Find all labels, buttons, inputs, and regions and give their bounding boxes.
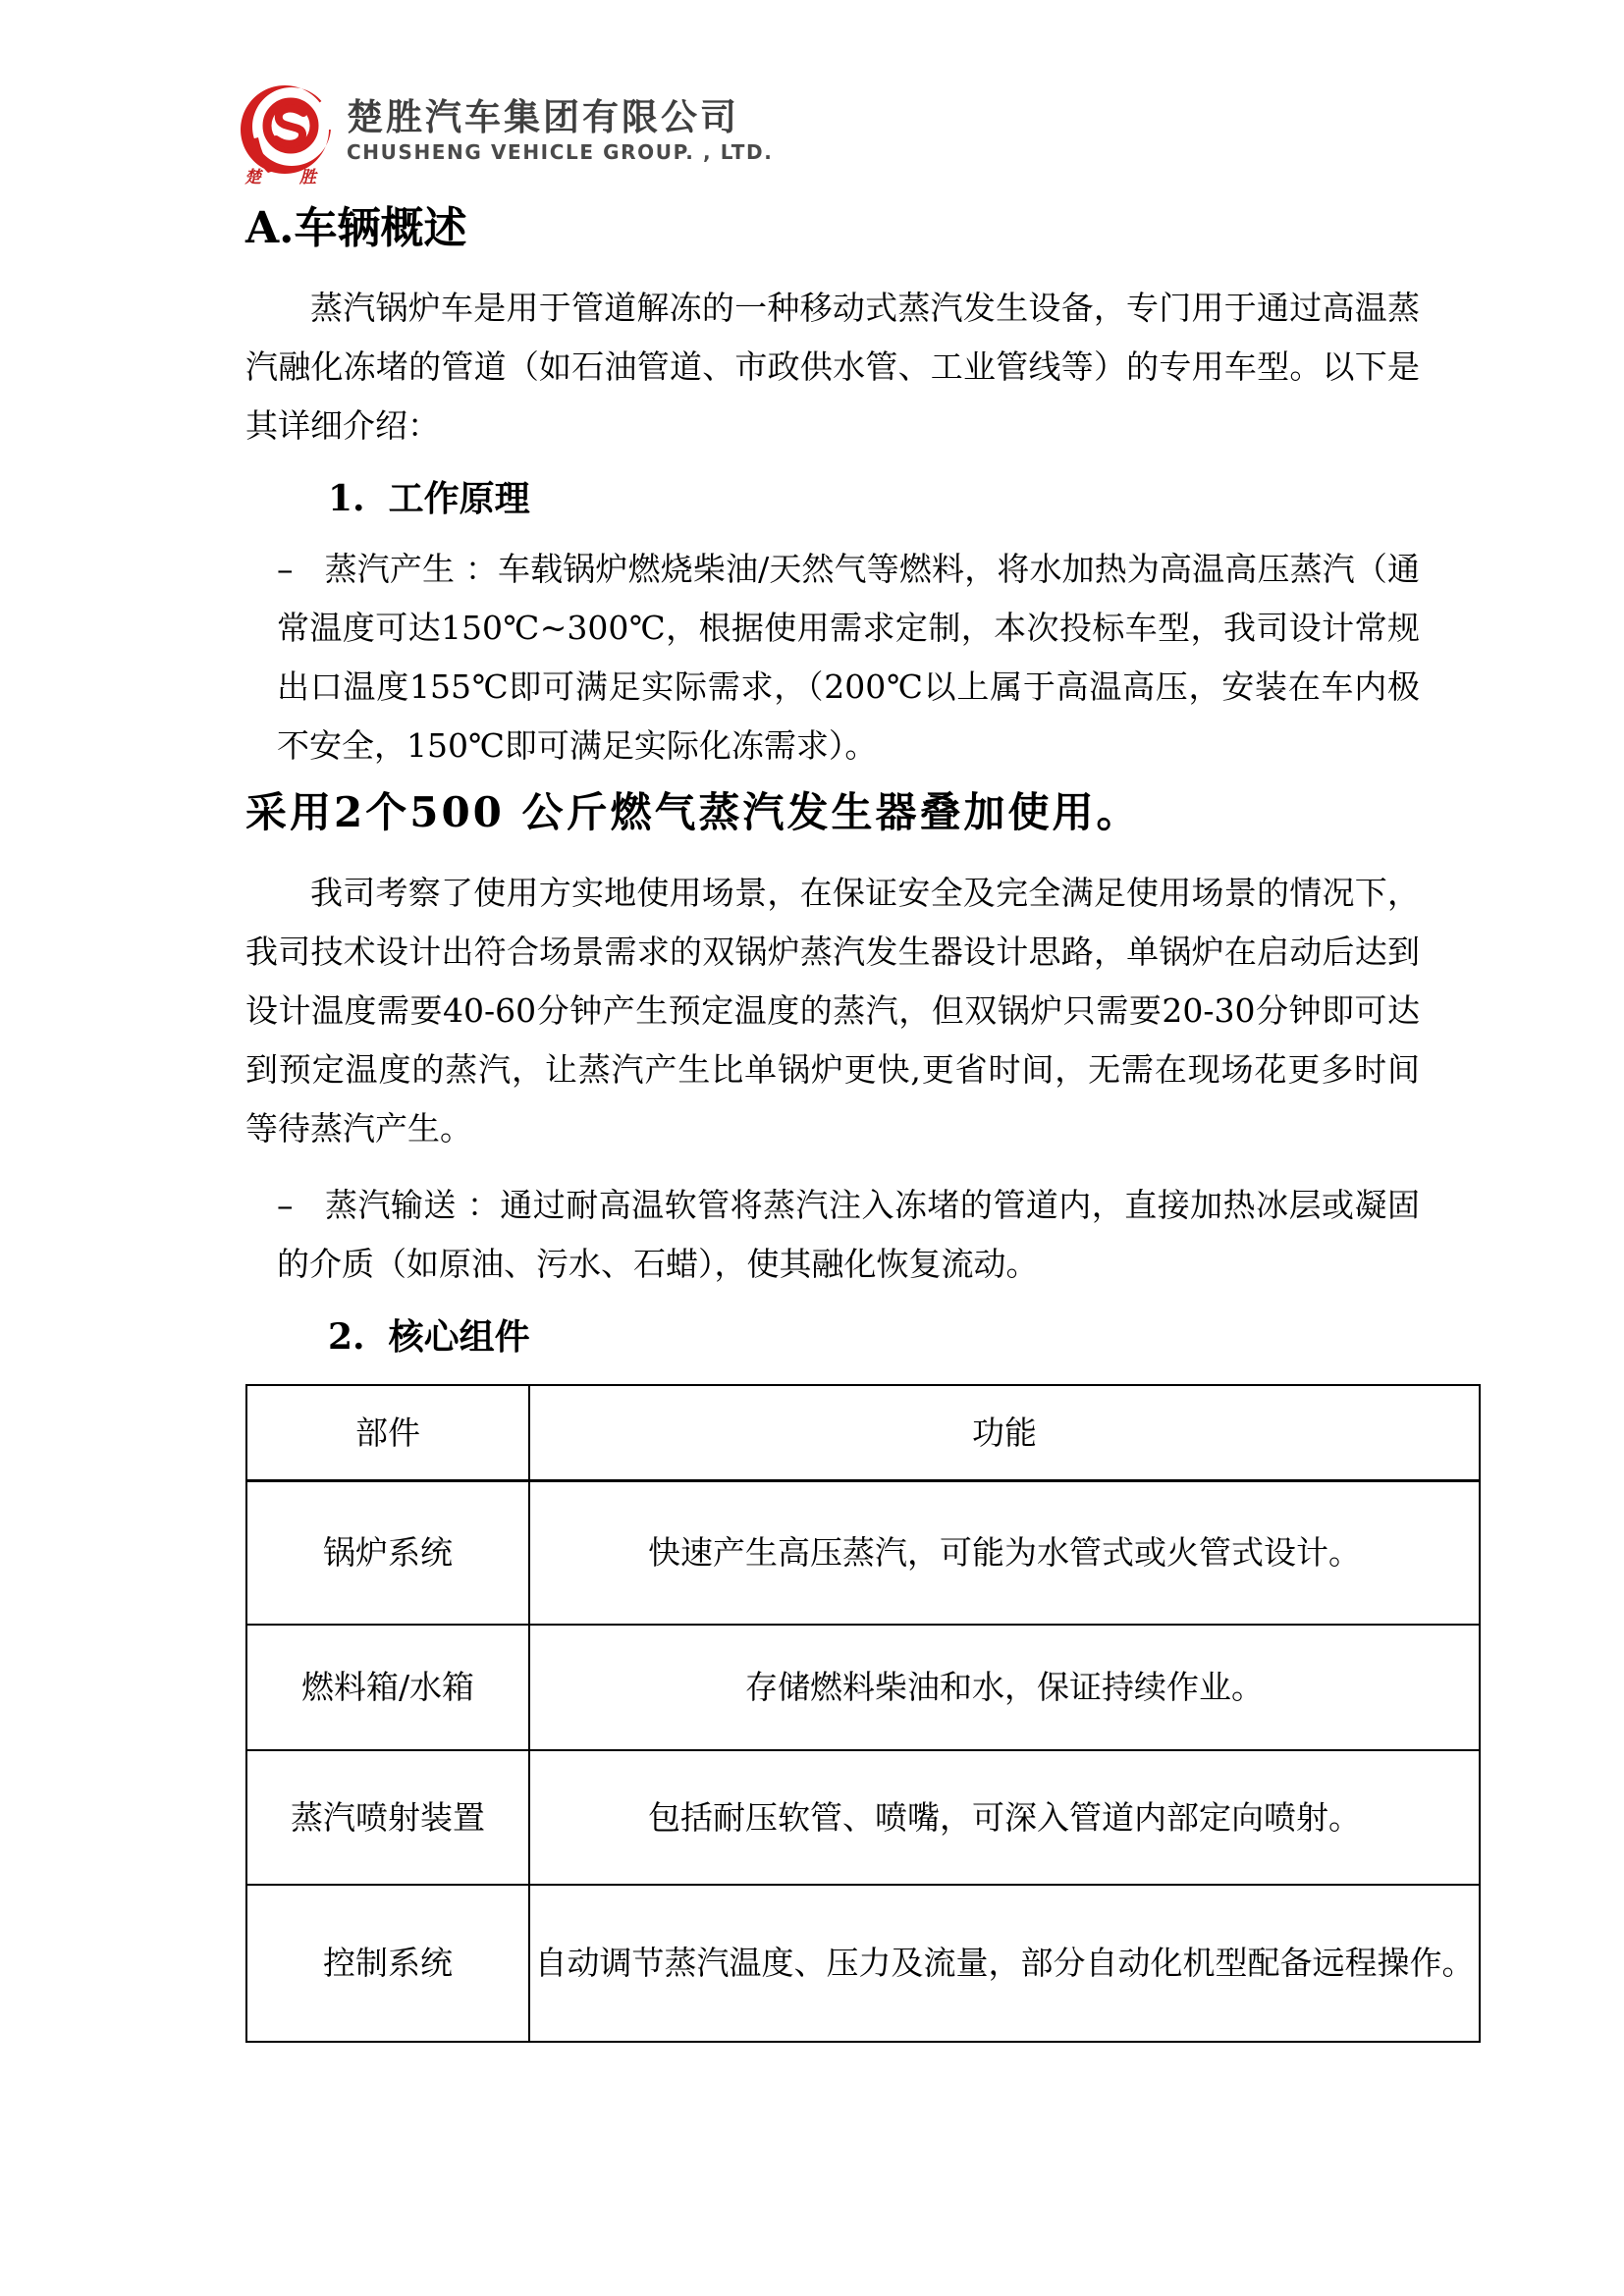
section-a-heading: A.车辆概述: [245, 203, 467, 253]
bullet-steam-generation: [277, 540, 1420, 775]
emblem-char-left: 楚: [244, 168, 261, 187]
design-paragraph: 我司考察了使用方实地使用场景，在保证安全及完全满足使用场景的情况下，我司技术设计出符合场景需求的双锅炉蒸汽发生器设计思路，单锅炉在启动后达到设计温度需要40-60分钟产生预定温度的蒸汽，但双锅炉只需要20-30分钟即可达到预定温度的蒸汽，让蒸汽产生比单锅炉更快,更省时间，无需在现场花更多时间等待蒸汽产生。: [245, 874, 1420, 1148]
bullet-dash: –: [277, 550, 294, 588]
table-row: [246, 1885, 1480, 2042]
cell-part: 控制系统: [246, 1885, 529, 2042]
table-row: [246, 1625, 1480, 1750]
bullet-text: 通过耐高温软管将蒸汽注入冻堵的管道内，直接加热冰层或凝固的介质（如原油、污水、石蜡），使其融化恢复流动。: [277, 1186, 1421, 1283]
cell-part: 蒸汽喷射装置: [246, 1750, 529, 1885]
company-logo: [239, 79, 773, 187]
subsection-2-heading: [328, 1313, 1420, 1361]
bold-statement: 采用2个500 公斤燃气蒸汽发生器叠加使用。: [245, 788, 1141, 836]
bullet-steam-delivery: [277, 1176, 1420, 1294]
emblem-char-right: 胜: [299, 168, 316, 187]
bullet-label: 蒸汽产生: [324, 550, 456, 588]
cell-func: 自动调节蒸汽温度、压力及流量，部分自动化机型配备远程操作。: [529, 1885, 1480, 2042]
bullet-colon: ：: [455, 550, 498, 588]
core-components-table: [245, 1384, 1481, 2043]
subsection-2-number: 2.: [328, 1316, 365, 1358]
subsection-1-number: 1.: [328, 478, 365, 519]
table-header-func: 功能: [529, 1385, 1480, 1481]
bullet-dash: –: [277, 1186, 294, 1224]
subsection-2-title: 核心组件: [388, 1316, 530, 1358]
logo-text: [347, 79, 773, 164]
subsection-1-title: 工作原理: [388, 478, 530, 519]
company-name-cn: 楚胜汽车集团有限公司: [347, 96, 739, 138]
table-row: [246, 1750, 1480, 1885]
table-header-row: [246, 1385, 1480, 1481]
table-row: [246, 1481, 1480, 1626]
cell-part: 锅炉系统: [246, 1481, 529, 1626]
chusheng-logo-icon: [239, 79, 333, 187]
table-header-part: 部件: [246, 1385, 529, 1481]
cell-func: 快速产生高压蒸汽，可能为水管式或火管式设计。: [529, 1481, 1480, 1626]
cell-func: 存储燃料柴油和水，保证持续作业。: [529, 1625, 1480, 1750]
document-content: [245, 188, 1475, 2043]
bullet-label: 蒸汽输送: [324, 1186, 457, 1224]
bullet-colon: ：: [456, 1186, 501, 1224]
cell-func: 包括耐压软管、喷嘴，可深入管道内部定向喷射。: [529, 1750, 1480, 1885]
cell-part: 燃料箱/水箱: [246, 1625, 529, 1750]
intro-paragraph: 蒸汽锅炉车是用于管道解冻的一种移动式蒸汽发生设备，专门用于通过高温蒸汽融化冻堵的管道（如石油管道、市政供水管、工业管线等）的专用车型。以下是其详细介绍：: [245, 289, 1420, 445]
bullet-text: 车载锅炉燃烧柴油/天然气等燃料，将水加热为高温高压蒸汽（通常温度可达150℃~300℃，根据使用需求定制，本次投标车型，我司设计常规出口温度155℃即可满足实际需求，（200℃以上属于高温高压，安装在车内极不安全，150℃即可满足实际化冻需求）。: [277, 550, 1421, 765]
company-name-en: CHUSHENG VEHICLE GROUP. , LTD.: [347, 140, 774, 164]
subsection-1-heading: [328, 475, 1420, 522]
